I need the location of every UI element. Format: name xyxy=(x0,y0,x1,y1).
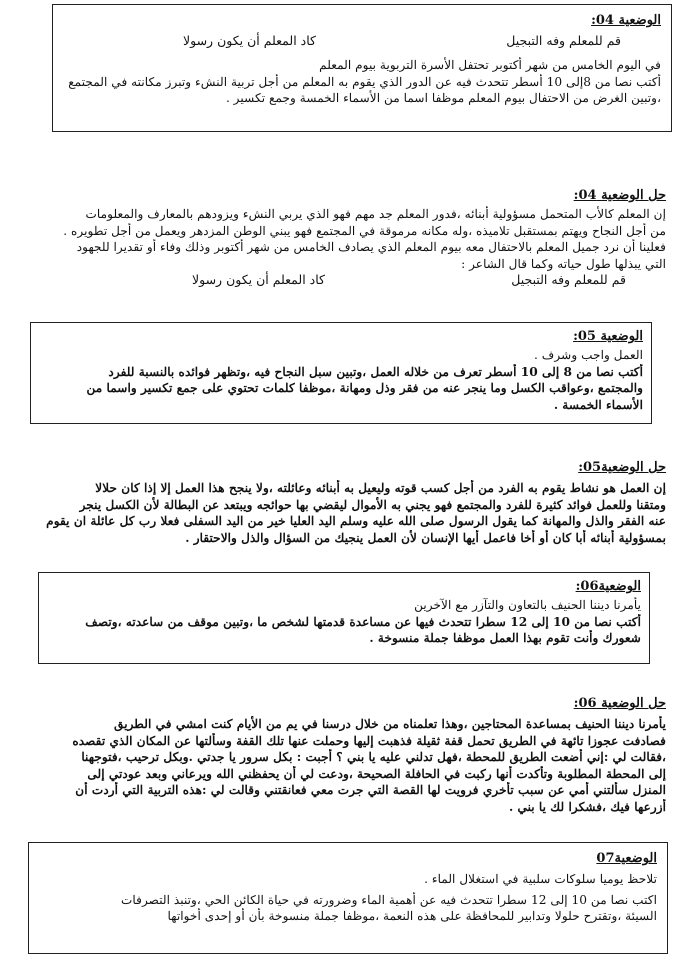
solution-5-line: بمسؤولية أبنائه أبا كان أو أخا فاعمل أيها الإنسان لأن العمل ينجيك من السؤال والذل والاحتقار . xyxy=(185,530,666,545)
solution-4-line: من أجل النجاح ويهتم بمستقبل تلاميذه ،وله مكانه مرموقة في المجتمع فهو يبني الوطن المزدهر ويعمل من أجل تطويره . xyxy=(63,223,666,238)
verse-first-hemistich: قم للمعلم وفه التبجيل xyxy=(506,33,621,48)
solution-6-line: أزرعها فيك ،فشكرا لك يا بني . xyxy=(508,799,666,814)
situation-6-line: أكتب نصا من 10 إلى 12 سطرا تتحدث فيها عن مساعدة قدمتها لشخص ما ،وتبين موقف من ساعدته ،وتصف xyxy=(85,614,641,629)
solution-4 xyxy=(28,188,670,312)
solution-4-verse xyxy=(32,272,666,288)
solution-4-line: التي يبذلها طول حياته وكما قال الشاعر : xyxy=(461,256,666,271)
situation-5-line: العمل واجب وشرف . xyxy=(534,348,643,362)
situation-5-line: والمجتمع ،وعواقب الكسل وما ينجر عنه من فقر وذل ومهانة ،موظفا كلمات تحتوي على جمع تكسير واسما من xyxy=(86,381,643,396)
situation-7-line: السيئة ،وتقترح حلولا وتدابير للمحافظة على هذه النعمة ،موظفا جملة منسوخة بأن أو إحدى أخواتها xyxy=(167,909,657,924)
situation-5-line: الأسماء الخمسة . xyxy=(553,397,643,412)
situation-6-title: الوضعية06: xyxy=(575,579,641,594)
verse-second-hemistich: كاد المعلم أن يكون رسولا xyxy=(192,272,325,288)
solution-6-line: إلى المحطة المطلوبة وتأكدت أنها ركبت في الحافلة الصحيحة ،ودعت لي أن يحفظني الله ويرعاني وبعد عودتي إلى xyxy=(87,766,666,781)
solution-6-title: حل الوضعية 06: xyxy=(573,696,666,711)
situation-7-title: الوضعية07 xyxy=(596,851,657,866)
situation-5-title: الوضعية 05: xyxy=(573,329,643,344)
verse-second-hemistich: كاد المعلم أن يكون رسولا xyxy=(183,33,316,48)
situation-5-line: أكتب نصا من 8 إلى 10 أسطر تعرف من خلاله العمل ،وتبين سبل النجاح فيه ،وتظهر فوائده بالنسبة للفرد xyxy=(108,364,643,379)
solution-6-line: يأمرنا ديننا الحنيف بمساعدة المحتاجين ،وهذا تعلمناه من خلال درسنا في يم من الأيام كنت امشي في الطريق xyxy=(114,717,666,731)
verse-first-hemistich: قم للمعلم وفه التبجيل xyxy=(511,272,626,288)
solution-5 xyxy=(28,460,670,560)
solution-4-title: حل الوضعية 04: xyxy=(573,188,666,203)
solution-5-line: إن العمل هو نشاط يقوم به الفرد من أجل كسب قوته وليعيل به أبنائه وعائلته ،ولا ينجح هذا العمل إلا إذا كان حلالا xyxy=(95,481,666,495)
situation-7-box xyxy=(28,842,668,954)
situation-7-line: اكتب نصا من 10 إلى 12 سطرا تتحدث فيه عن أهمية الماء وضرورته في حياة الكائن الحي ،وتنبذ التصرفات xyxy=(120,892,657,907)
situation-5-box xyxy=(30,322,652,424)
situation-6-line: يأمرنا ديننا الحنيف بالتعاون والتآزر مع الآخرين xyxy=(414,598,641,612)
solution-4-line: فعلينا أن نرد جميل المعلم بالاحتفال معه بيوم المعلم الذي يصادف الخامس من شهر أكتوبر وذلك وفاء أو تقديرا للجهود xyxy=(76,240,666,255)
situation-6-box xyxy=(38,572,650,664)
situation-4-line: في اليوم الخامس من شهر أكتوبر تحتفل الأسرة التربوية بيوم المعلم xyxy=(319,58,661,72)
solution-6-line: المنزل سألتني أمي عن سبب تأخري فرويت لها القصة التي جرت معي فعانقتني وقالت لي :هذه التربية التي أردت أن xyxy=(75,783,666,798)
situation-6-line: شعورك وأنت تقوم بهذا العمل موظفا جملة منسوخة . xyxy=(369,631,641,646)
situation-7-line: تلاحظ يوميا سلوكات سلبية في استغلال الماء . xyxy=(424,872,657,886)
solution-5-title: حل الوضعية05: xyxy=(578,460,666,475)
situation-4-title: الوضعية 04: xyxy=(591,13,661,28)
solution-5-line: ومتقنا وللعمل فوائد كثيرة للفرد والمجتمع فهو يجني به الأموال ليقضي بها حوائجه ويبتعد عن البطالة لأن الكسل ينجر xyxy=(79,497,666,512)
solution-4-line: إن المعلم كالأب المتحمل مسؤولية أبنائه ،فدور المعلم جد مهم فهو الذي يربي النشء ويزودهم بالمعارف والمعلومات xyxy=(85,207,666,221)
situation-4-verse xyxy=(63,33,661,49)
situation-4-line: ،وتبين الغرض من الاحتفال بيوم المعلم موظفا اسما من الأسماء الخمسة وجمع تكسير . xyxy=(225,91,661,106)
situation-4-line: أكتب نصا من 8إلى 10 أسطر تتحدث فيه عن الدور الذي يقوم به المعلم من أجل تربية النشء وتبرز مكانته في المجتمع xyxy=(68,74,661,89)
solution-5-line: عنه الفقر والذل والمهانة كما يقول الرسول صلى الله عليه وسلم اليد العليا خير من اليد السفلى فعلا رب كل عائلة ان يقوم xyxy=(46,514,666,529)
situation-4-box xyxy=(52,4,672,132)
solution-6 xyxy=(28,696,670,842)
solution-6-line: ،فقالت لي :إني أضعت الطريق للمحطة ،فهل تدلني عليه يا بني ؟ أجبت : بكل سرور يا جدتي .وبكل ترحيب ،فتوجهنا xyxy=(81,750,666,765)
solution-6-line: فصادفت عجوزا تائهة في الطريق تحمل قفة ثقيلة فذهبت إليها وحملت عنها تلك القفة وسألتها عن المكان الذي تقصده xyxy=(72,733,666,748)
